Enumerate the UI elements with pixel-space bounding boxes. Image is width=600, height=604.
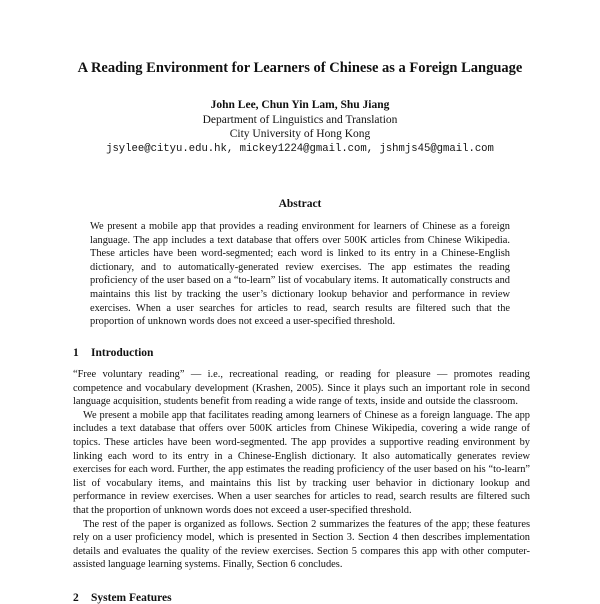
intro-paragraph: The rest of the paper is organized as follows. Section 2 summarizes the features of the app; these features rely on a user proficiency model, which is presented in Section 3. Section 4 then describes implementation details and evaluates the quality of the review exercises. Section 5 compares this app with other computer-assisted language learning systems. Finally, Section 6 concludes. [73, 518, 530, 571]
author-emails: jsylee@cityu.edu.hk, mickey1224@gmail.com, jshmjs45@gmail.com [106, 142, 494, 155]
abstract-body: We present a mobile app that provides a reading environment for learners of Chinese as a foreign language. The app includes a text database that offers over 500K articles from Chinese Wikipedia. These articles have been word-segmented; each word is linked to its entry in a Chinese-English dictionary, and to automatically-generated review exercises. The app estimates the reading proficiency of the user based on a “to-learn” list of vocabulary items. It automatically constructs and maintains this list by tracking the user’s dictionary lookup behavior and performance in review exercises. When a user searches for articles to read, search results are filtered such that the proportion of unknown words does not exceed a user-specified threshold. [90, 221, 510, 328]
abstract-heading: Abstract [278, 198, 322, 210]
section-title: System Features [91, 592, 172, 604]
section-heading-introduction [73, 347, 153, 359]
author-names: John Lee, Chun Yin Lam, Shu Jiang [210, 99, 390, 111]
section-number: 1 [73, 347, 79, 359]
author-university: City University of Hong Kong [229, 128, 371, 140]
intro-paragraph: We present a mobile app that facilitates reading among learners of Chinese as a foreign language. The app includes a text database that offers over 500K articles from Chinese Wikipedia, covering a wide range of topics. These articles have been word-segmented. The app provides a supportive reading environment by linking each word to its entry in a Chinese-English dictionary. It also automatically generates review exercises for each word. Further, the app estimates the reading proficiency of the user based on his “to-learn” list of vocabulary items, and maintains this list by tracking user behavior in dictionary lookup and performance in review exercises. When a user searches for articles to read, search results are filtered such that the proportion of unknown words does not exceed a user-specified threshold. [73, 409, 530, 516]
paper-title: A Reading Environment for Learners of Chinese as a Foreign Language [77, 60, 523, 76]
section-title: Introduction [91, 347, 154, 359]
author-department: Department of Linguistics and Translation [202, 113, 398, 126]
section-heading-system-features [73, 592, 172, 604]
introduction-body [73, 368, 530, 572]
section-number: 2 [73, 592, 79, 604]
intro-paragraph: “Free voluntary reading” — i.e., recreational reading, or reading for pleasure — promotes reading competence and vocabulary development (Krashen, 2005). Since it plays such an important role in second language acquisition, students benefit from reading a wide range of texts, inside and outside the classroom. [73, 369, 530, 408]
author-block [0, 98, 600, 156]
